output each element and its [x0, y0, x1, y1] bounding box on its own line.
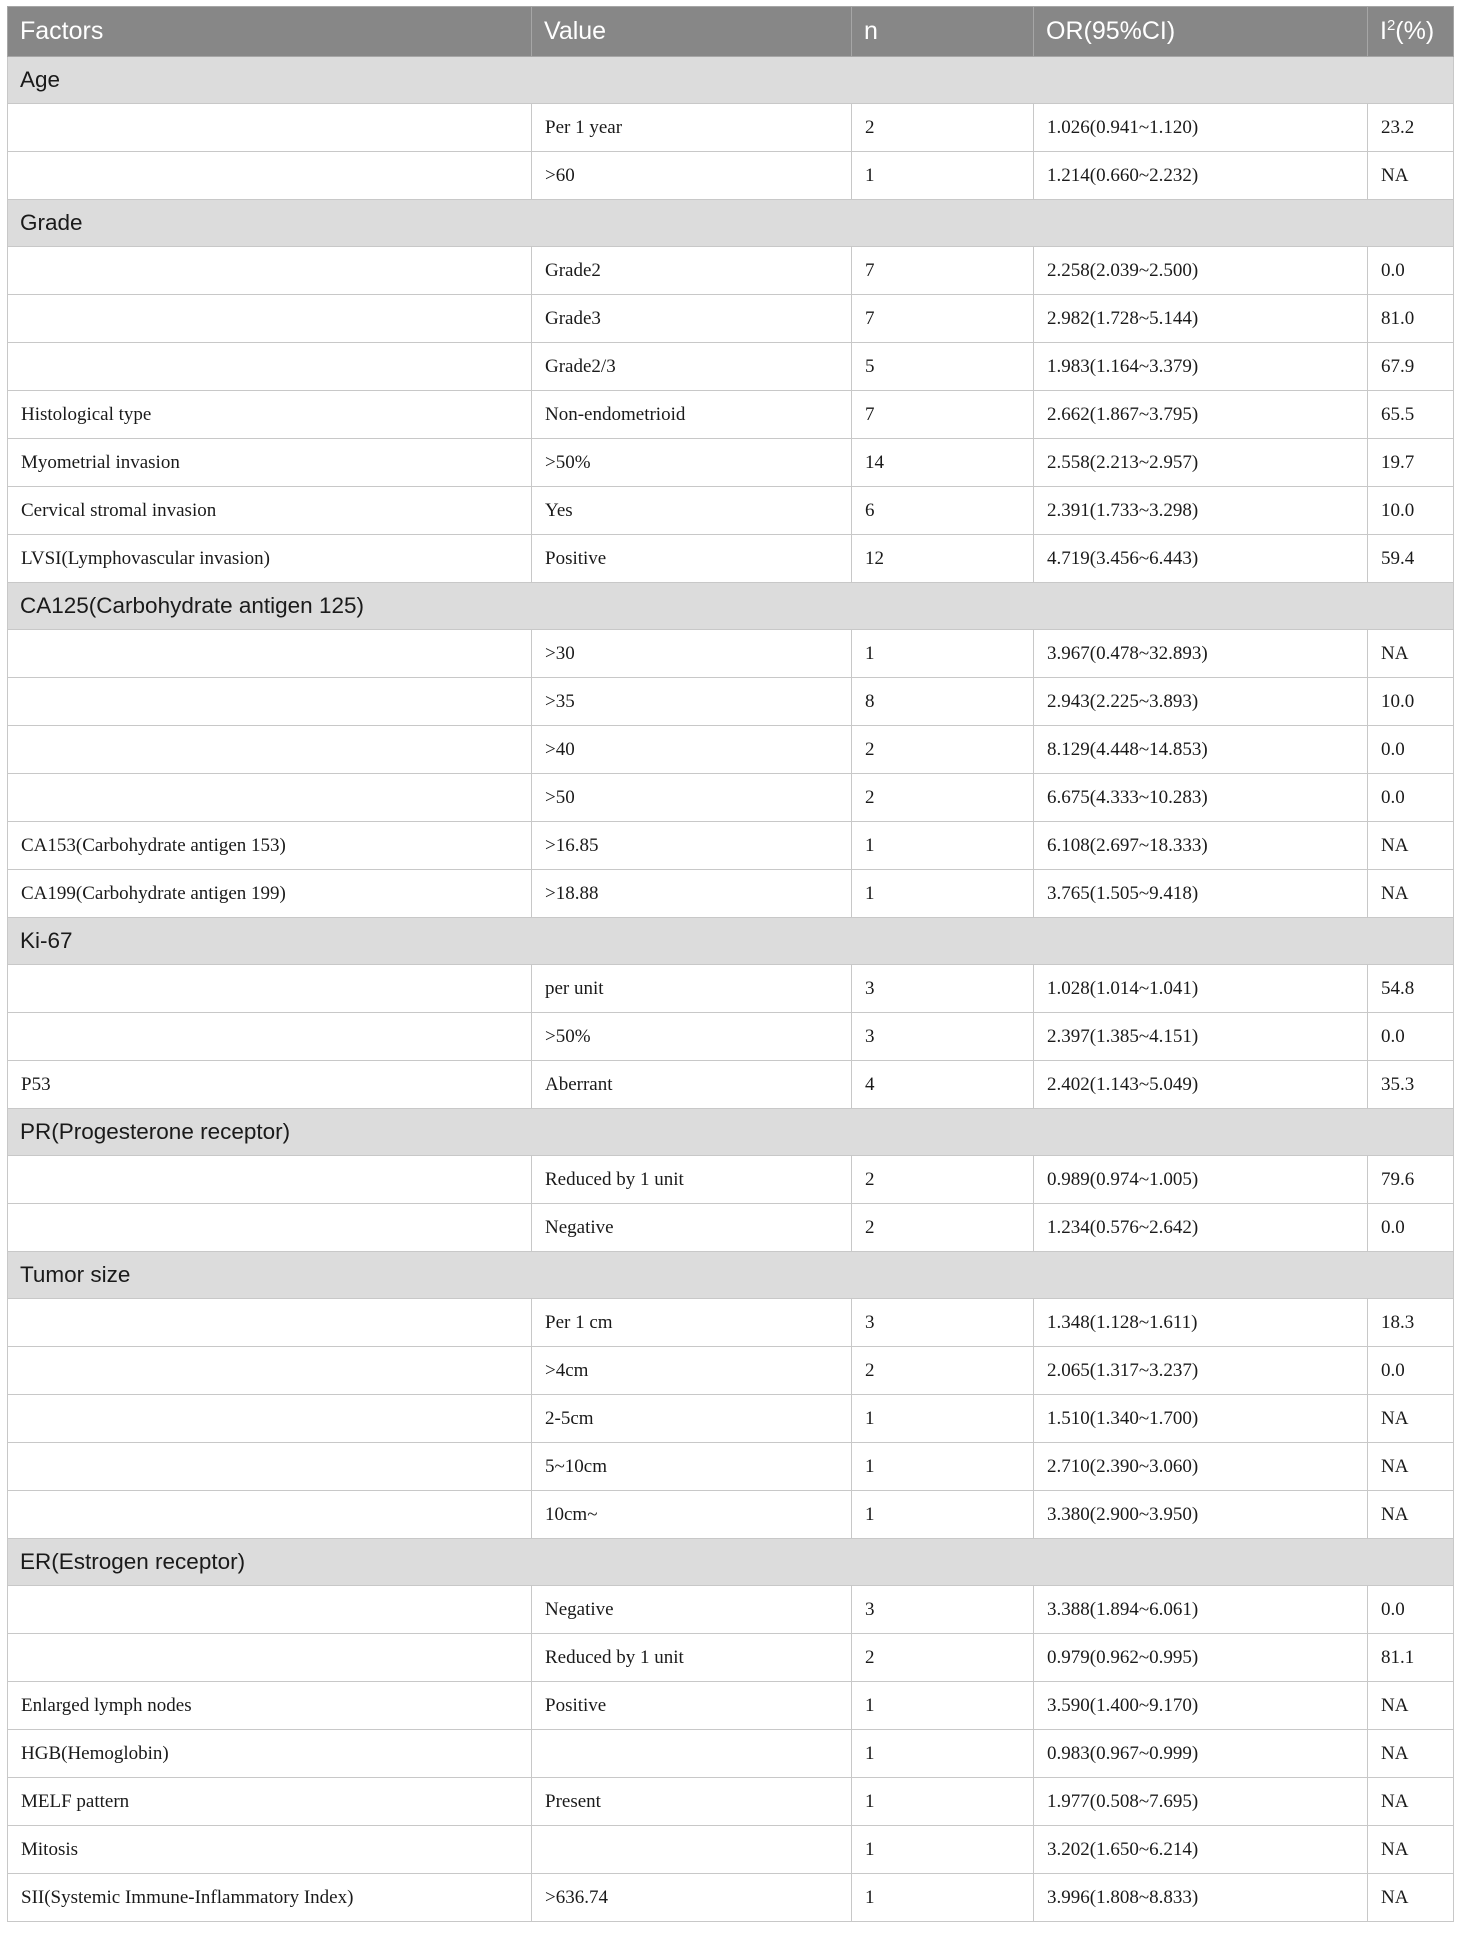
factor-cell: [8, 1491, 532, 1539]
n-cell: 3: [852, 1299, 1034, 1347]
value-cell: >16.85: [532, 822, 852, 870]
value-cell: [532, 1730, 852, 1778]
factor-cell: [8, 678, 532, 726]
table-row: [8, 1443, 1454, 1491]
n-cell: 2: [852, 774, 1034, 822]
factor-cell: Cervical stromal invasion: [8, 487, 532, 535]
n-cell: 7: [852, 247, 1034, 295]
n-cell: 7: [852, 295, 1034, 343]
value-cell: 2-5cm: [532, 1395, 852, 1443]
value-cell: >18.88: [532, 870, 852, 918]
table-row: [8, 1299, 1454, 1347]
i2-cell: NA: [1368, 1874, 1454, 1922]
value-cell: 5~10cm: [532, 1443, 852, 1491]
i2-cell: 67.9: [1368, 343, 1454, 391]
i2-cell: 0.0: [1368, 1204, 1454, 1252]
n-cell: 1: [852, 870, 1034, 918]
n-cell: 1: [852, 1682, 1034, 1730]
i2-cell: NA: [1368, 152, 1454, 200]
n-cell: 1: [852, 1778, 1034, 1826]
value-cell: Reduced by 1 unit: [532, 1156, 852, 1204]
group-label: Grade: [8, 200, 1454, 247]
or-cell: 3.380(2.900~3.950): [1034, 1491, 1368, 1539]
table-row: [8, 1874, 1454, 1922]
factor-cell: [8, 152, 532, 200]
factor-cell: HGB(Hemoglobin): [8, 1730, 532, 1778]
factor-cell: [8, 1443, 532, 1491]
table-header: [8, 7, 1454, 57]
i2-cell: 18.3: [1368, 1299, 1454, 1347]
factor-cell: Mitosis: [8, 1826, 532, 1874]
table-row: [8, 487, 1454, 535]
header-i2-base: I: [1380, 17, 1387, 45]
or-cell: 6.108(2.697~18.333): [1034, 822, 1368, 870]
or-cell: 1.214(0.660~2.232): [1034, 152, 1368, 200]
value-cell: >50%: [532, 439, 852, 487]
value-cell: Grade2: [532, 247, 852, 295]
i2-cell: 0.0: [1368, 774, 1454, 822]
n-cell: 1: [852, 1443, 1034, 1491]
n-cell: 1: [852, 1395, 1034, 1443]
value-cell: >60: [532, 152, 852, 200]
i2-cell: 10.0: [1368, 678, 1454, 726]
i2-cell: NA: [1368, 1491, 1454, 1539]
i2-cell: 19.7: [1368, 439, 1454, 487]
i2-cell: 54.8: [1368, 965, 1454, 1013]
i2-cell: 81.1: [1368, 1634, 1454, 1682]
group-label: ER(Estrogen receptor): [8, 1539, 1454, 1586]
value-cell: Aberrant: [532, 1061, 852, 1109]
or-cell: 1.026(0.941~1.120): [1034, 104, 1368, 152]
value-cell: [532, 1826, 852, 1874]
value-cell: >4cm: [532, 1347, 852, 1395]
value-cell: per unit: [532, 965, 852, 1013]
factor-cell: [8, 343, 532, 391]
factor-cell: Myometrial invasion: [8, 439, 532, 487]
n-cell: 3: [852, 1586, 1034, 1634]
factor-cell: MELF pattern: [8, 1778, 532, 1826]
header-i2: [1368, 7, 1454, 57]
or-cell: 1.983(1.164~3.379): [1034, 343, 1368, 391]
factor-cell: CA199(Carbohydrate antigen 199): [8, 870, 532, 918]
value-cell: >30: [532, 630, 852, 678]
table-row: [8, 1347, 1454, 1395]
value-cell: Yes: [532, 487, 852, 535]
table-row: [8, 343, 1454, 391]
table-row: [8, 1730, 1454, 1778]
or-cell: 0.979(0.962~0.995): [1034, 1634, 1368, 1682]
table-row: [8, 1634, 1454, 1682]
or-cell: 0.989(0.974~1.005): [1034, 1156, 1368, 1204]
table-row: [8, 726, 1454, 774]
table-row: [8, 104, 1454, 152]
table-row: [8, 391, 1454, 439]
i2-cell: NA: [1368, 1443, 1454, 1491]
table-row: [8, 1682, 1454, 1730]
n-cell: 4: [852, 1061, 1034, 1109]
value-cell: Negative: [532, 1586, 852, 1634]
group-label: Ki-67: [8, 918, 1454, 965]
i2-cell: NA: [1368, 1778, 1454, 1826]
value-cell: >50: [532, 774, 852, 822]
value-cell: Per 1 year: [532, 104, 852, 152]
n-cell: 2: [852, 104, 1034, 152]
value-cell: >35: [532, 678, 852, 726]
i2-cell: 35.3: [1368, 1061, 1454, 1109]
n-cell: 2: [852, 1634, 1034, 1682]
value-cell: Present: [532, 1778, 852, 1826]
value-cell: Negative: [532, 1204, 852, 1252]
or-cell: 1.977(0.508~7.695): [1034, 1778, 1368, 1826]
table-row: [8, 822, 1454, 870]
value-cell: 10cm~: [532, 1491, 852, 1539]
i2-cell: 81.0: [1368, 295, 1454, 343]
value-cell: >50%: [532, 1013, 852, 1061]
i2-cell: 23.2: [1368, 104, 1454, 152]
value-cell: Grade3: [532, 295, 852, 343]
header-or: OR(95%CI): [1034, 7, 1368, 57]
or-cell: 2.710(2.390~3.060): [1034, 1443, 1368, 1491]
n-cell: 3: [852, 965, 1034, 1013]
value-cell: Positive: [532, 535, 852, 583]
factors-table: [7, 6, 1454, 1922]
n-cell: 5: [852, 343, 1034, 391]
i2-cell: 0.0: [1368, 247, 1454, 295]
or-cell: 3.590(1.400~9.170): [1034, 1682, 1368, 1730]
factor-cell: Histological type: [8, 391, 532, 439]
i2-cell: NA: [1368, 630, 1454, 678]
factor-cell: [8, 1395, 532, 1443]
table-row: [8, 1156, 1454, 1204]
group-header-row: [8, 1252, 1454, 1299]
n-cell: 14: [852, 439, 1034, 487]
header-value: Value: [532, 7, 852, 57]
i2-cell: NA: [1368, 1730, 1454, 1778]
or-cell: 2.982(1.728~5.144): [1034, 295, 1368, 343]
factor-cell: LVSI(Lymphovascular invasion): [8, 535, 532, 583]
i2-cell: NA: [1368, 1826, 1454, 1874]
n-cell: 1: [852, 630, 1034, 678]
group-header-row: [8, 200, 1454, 247]
or-cell: 0.983(0.967~0.999): [1034, 1730, 1368, 1778]
i2-cell: 0.0: [1368, 726, 1454, 774]
n-cell: 7: [852, 391, 1034, 439]
factor-cell: [8, 1156, 532, 1204]
or-cell: 1.234(0.576~2.642): [1034, 1204, 1368, 1252]
or-cell: 6.675(4.333~10.283): [1034, 774, 1368, 822]
factor-cell: [8, 965, 532, 1013]
table-row: [8, 630, 1454, 678]
table-row: [8, 1013, 1454, 1061]
value-cell: Non-endometrioid: [532, 391, 852, 439]
group-header-row: [8, 57, 1454, 104]
factor-cell: [8, 726, 532, 774]
table-row: [8, 678, 1454, 726]
header-i2-unit: (%): [1395, 17, 1435, 45]
group-label: CA125(Carbohydrate antigen 125): [8, 583, 1454, 630]
n-cell: 2: [852, 726, 1034, 774]
or-cell: 4.719(3.456~6.443): [1034, 535, 1368, 583]
table-row: [8, 1586, 1454, 1634]
value-cell: >636.74: [532, 1874, 852, 1922]
n-cell: 1: [852, 152, 1034, 200]
i2-cell: 0.0: [1368, 1013, 1454, 1061]
n-cell: 1: [852, 1826, 1034, 1874]
header-row: [8, 7, 1454, 57]
header-i2-sup: 2: [1386, 17, 1396, 34]
or-cell: 1.348(1.128~1.611): [1034, 1299, 1368, 1347]
or-cell: 3.765(1.505~9.418): [1034, 870, 1368, 918]
i2-cell: NA: [1368, 870, 1454, 918]
table-row: [8, 870, 1454, 918]
or-cell: 2.558(2.213~2.957): [1034, 439, 1368, 487]
n-cell: 1: [852, 822, 1034, 870]
factor-cell: [8, 295, 532, 343]
or-cell: 8.129(4.448~14.853): [1034, 726, 1368, 774]
table-row: [8, 1204, 1454, 1252]
group-header-row: [8, 918, 1454, 965]
factor-cell: Enlarged lymph nodes: [8, 1682, 532, 1730]
table-row: [8, 1778, 1454, 1826]
factor-cell: [8, 1634, 532, 1682]
i2-cell: 59.4: [1368, 535, 1454, 583]
n-cell: 2: [852, 1204, 1034, 1252]
factor-cell: [8, 1204, 532, 1252]
group-header-row: [8, 1539, 1454, 1586]
i2-cell: 10.0: [1368, 487, 1454, 535]
value-cell: Grade2/3: [532, 343, 852, 391]
table-row: [8, 1061, 1454, 1109]
table-row: [8, 1826, 1454, 1874]
value-cell: Positive: [532, 1682, 852, 1730]
or-cell: 3.202(1.650~6.214): [1034, 1826, 1368, 1874]
or-cell: 1.028(1.014~1.041): [1034, 965, 1368, 1013]
factor-cell: [8, 1013, 532, 1061]
factor-cell: [8, 1299, 532, 1347]
or-cell: 3.388(1.894~6.061): [1034, 1586, 1368, 1634]
table-row: [8, 1395, 1454, 1443]
or-cell: 2.065(1.317~3.237): [1034, 1347, 1368, 1395]
n-cell: 2: [852, 1347, 1034, 1395]
i2-cell: 79.6: [1368, 1156, 1454, 1204]
factor-cell: SII(Systemic Immune-Inflammatory Index): [8, 1874, 532, 1922]
factor-cell: [8, 1586, 532, 1634]
table-body: [8, 57, 1454, 1922]
or-cell: 2.402(1.143~5.049): [1034, 1061, 1368, 1109]
factor-cell: [8, 104, 532, 152]
table-row: [8, 152, 1454, 200]
n-cell: 2: [852, 1156, 1034, 1204]
i2-cell: 0.0: [1368, 1586, 1454, 1634]
table-row: [8, 439, 1454, 487]
or-cell: 2.662(1.867~3.795): [1034, 391, 1368, 439]
header-factors: Factors: [8, 7, 532, 57]
i2-cell: 65.5: [1368, 391, 1454, 439]
table-row: [8, 774, 1454, 822]
value-cell: >40: [532, 726, 852, 774]
group-header-row: [8, 1109, 1454, 1156]
or-cell: 3.967(0.478~32.893): [1034, 630, 1368, 678]
group-label: PR(Progesterone receptor): [8, 1109, 1454, 1156]
n-cell: 3: [852, 1013, 1034, 1061]
i2-cell: NA: [1368, 1395, 1454, 1443]
factor-cell: CA153(Carbohydrate antigen 153): [8, 822, 532, 870]
table-row: [8, 535, 1454, 583]
factor-cell: [8, 1347, 532, 1395]
value-cell: Reduced by 1 unit: [532, 1634, 852, 1682]
i2-cell: 0.0: [1368, 1347, 1454, 1395]
header-n: n: [852, 7, 1034, 57]
or-cell: 2.258(2.039~2.500): [1034, 247, 1368, 295]
factor-cell: P53: [8, 1061, 532, 1109]
or-cell: 3.996(1.808~8.833): [1034, 1874, 1368, 1922]
n-cell: 1: [852, 1730, 1034, 1778]
or-cell: 2.943(2.225~3.893): [1034, 678, 1368, 726]
factor-cell: [8, 247, 532, 295]
group-label: Age: [8, 57, 1454, 104]
table-container: [7, 6, 1453, 1922]
n-cell: 6: [852, 487, 1034, 535]
table-row: [8, 1491, 1454, 1539]
n-cell: 1: [852, 1491, 1034, 1539]
group-label: Tumor size: [8, 1252, 1454, 1299]
table-row: [8, 247, 1454, 295]
table-row: [8, 965, 1454, 1013]
n-cell: 8: [852, 678, 1034, 726]
i2-cell: NA: [1368, 822, 1454, 870]
or-cell: 2.391(1.733~3.298): [1034, 487, 1368, 535]
factor-cell: [8, 630, 532, 678]
value-cell: Per 1 cm: [532, 1299, 852, 1347]
n-cell: 1: [852, 1874, 1034, 1922]
factor-cell: [8, 774, 532, 822]
or-cell: 1.510(1.340~1.700): [1034, 1395, 1368, 1443]
table-row: [8, 295, 1454, 343]
n-cell: 12: [852, 535, 1034, 583]
i2-cell: NA: [1368, 1682, 1454, 1730]
group-header-row: [8, 583, 1454, 630]
or-cell: 2.397(1.385~4.151): [1034, 1013, 1368, 1061]
